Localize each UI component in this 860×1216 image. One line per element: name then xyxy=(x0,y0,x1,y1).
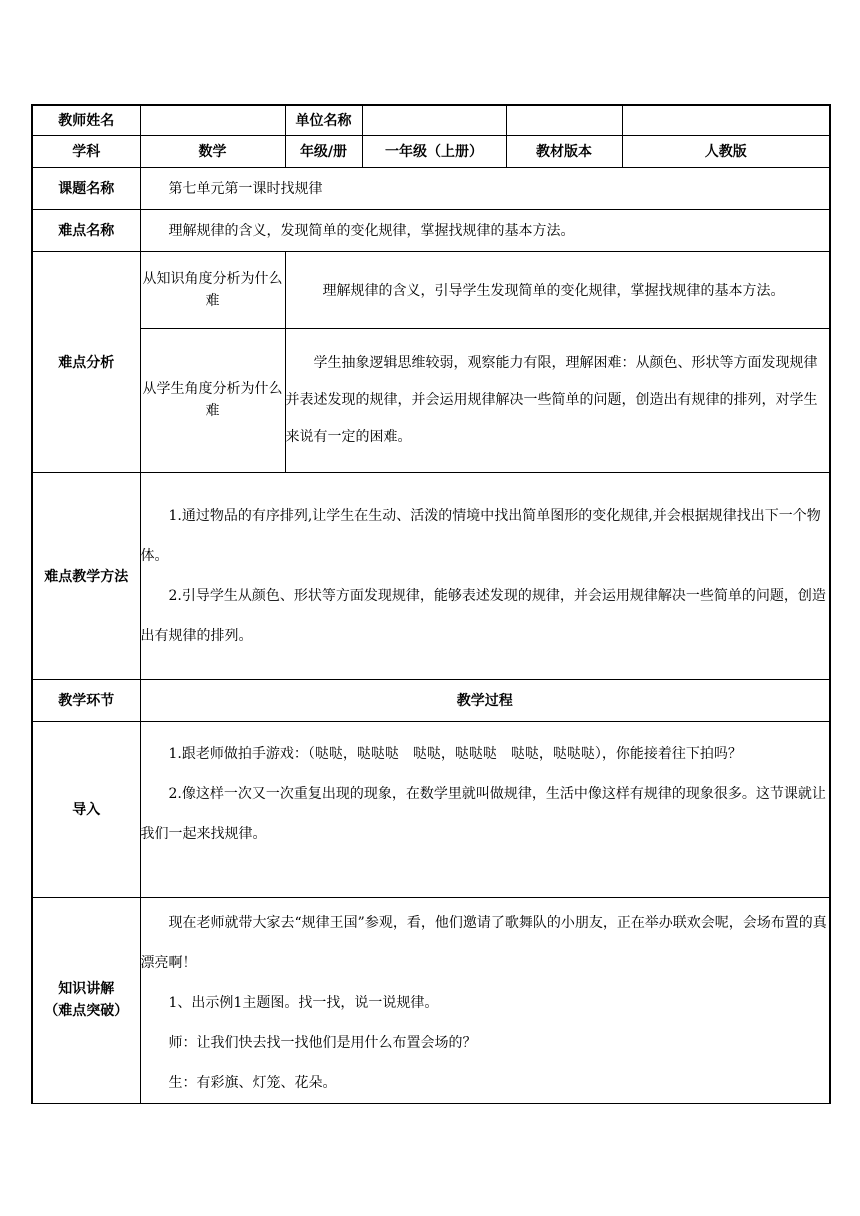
subject-label: 学科 xyxy=(32,135,140,167)
knowledge-paragraph-3: 师：让我们快去找一找他们是用什么布置会场的？ xyxy=(168,1034,477,1051)
knowledge-label xyxy=(32,897,140,1103)
row-process-header xyxy=(32,679,830,721)
row-analysis-student xyxy=(32,328,830,472)
intro-cell xyxy=(140,721,830,897)
student-angle-text: 学生抽象逻辑思维较弱，观察能力有限，理解困难：从颜色、形状等方面发现规律并表述发现的规律，并会运用规律解决一些简单的问题，创造出有规律的排列，对学生来说有一定的困难。 xyxy=(285,354,818,445)
knowledge-paragraph-2: 1、出示例1主题图。找一找，说一说规律。 xyxy=(168,994,439,1011)
row-topic xyxy=(32,167,830,209)
knowledge-paragraph-1: 现在老师就带大家去“规律王国”参观，看，他们邀请了歌舞队的小朋友，正在举办联欢会呢，会场布置的真漂亮啊！ xyxy=(140,914,827,971)
process-header: 教学过程 xyxy=(140,679,830,721)
method-paragraph-1: 1.通过物品的有序排列,让学生在生动、活泼的情境中找出简单图形的变化规律,并会根据规律找出下一个物体。 xyxy=(140,507,821,564)
row-teacher xyxy=(32,105,830,135)
topic-label: 课题名称 xyxy=(32,167,140,209)
unit-name-label: 单位名称 xyxy=(285,105,362,135)
topic-text: 第七单元第一课时找规律 xyxy=(168,181,323,197)
student-angle-cell xyxy=(285,328,830,472)
subject-value: 数学 xyxy=(140,135,285,167)
analysis-label: 难点分析 xyxy=(32,251,140,472)
row-method xyxy=(32,472,830,679)
teacher-name-value xyxy=(140,105,285,135)
teacher-name-label: 教师姓名 xyxy=(32,105,140,135)
grade-value: 一年级（上册） xyxy=(362,135,506,167)
row-intro xyxy=(32,721,830,897)
knowledge-label-line1: 知识讲解 xyxy=(58,981,115,997)
knowledge-label-line2: （难点突破） xyxy=(44,1003,129,1019)
difficulty-text: 理解规律的含义，发现简单的变化规律，掌握找规律的基本方法。 xyxy=(168,223,575,239)
knowledge-angle-cell xyxy=(285,251,830,328)
lesson-plan-table xyxy=(31,104,831,1104)
unit-name-value xyxy=(362,105,506,135)
edition-label: 教材版本 xyxy=(506,135,622,167)
student-angle-label: 从学生角度分析为什么难 xyxy=(140,328,285,472)
difficulty-value xyxy=(140,209,830,251)
edition-value: 人教版 xyxy=(622,135,830,167)
knowledge-angle-text: 理解规律的含义，引导学生发现简单的变化规律，掌握找规律的基本方法。 xyxy=(322,282,785,299)
intro-paragraph-1: 1.跟老师做拍手游戏：（哒哒，哒哒哒 哒哒，哒哒哒 哒哒，哒哒哒），你能接着往下拍吗？ xyxy=(168,745,742,762)
knowledge-cell xyxy=(140,897,830,1103)
knowledge-angle-label: 从知识角度分析为什么难 xyxy=(140,251,285,328)
intro-label: 导入 xyxy=(32,721,140,897)
intro-paragraph-2: 2.像这样一次又一次重复出现的现象，在数学里就叫做规律，生活中像这样有规律的现象很多。这节课就让我们一起来找规律。 xyxy=(140,785,826,842)
method-label: 难点教学方法 xyxy=(32,472,140,679)
row-analysis-knowledge xyxy=(32,251,830,328)
method-paragraph-2: 2.引导学生从颜色、形状等方面发现规律，能够表述发现的规律，并会运用规律解决一些简单的问题，创造出有规律的排列。 xyxy=(140,587,826,644)
knowledge-paragraph-4: 生：有彩旗、灯笼、花朵。 xyxy=(168,1074,337,1091)
topic-value xyxy=(140,167,830,209)
row-subject xyxy=(32,135,830,167)
blank-cell-2 xyxy=(622,105,830,135)
stage-header: 教学环节 xyxy=(32,679,140,721)
blank-cell-1 xyxy=(506,105,622,135)
row-difficulty xyxy=(32,209,830,251)
method-cell xyxy=(140,472,830,679)
grade-label: 年级/册 xyxy=(285,135,362,167)
difficulty-label: 难点名称 xyxy=(32,209,140,251)
row-knowledge xyxy=(32,897,830,1103)
